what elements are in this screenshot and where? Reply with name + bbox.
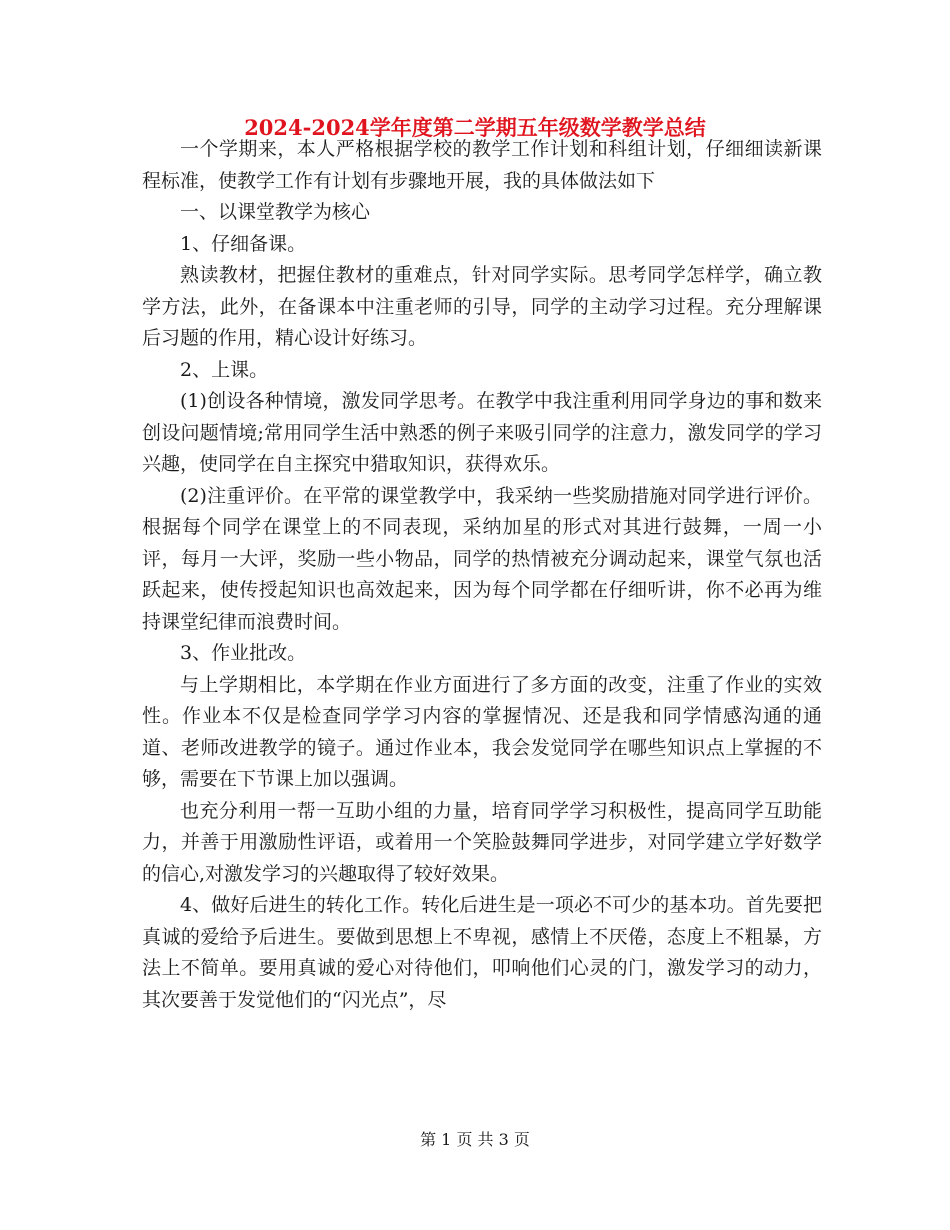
subheading-class: 2、上课。 bbox=[180, 358, 269, 381]
subheading-homework: 3、作业批改。 bbox=[180, 642, 307, 664]
page-number-footer: 第 1 页 共 3 页 bbox=[420, 1130, 530, 1149]
section-heading-classroom: 一、以课堂教学为核心 bbox=[180, 201, 371, 223]
paragraph-mutual-help: 也充分利用一帮一互助小组的力量，培育同学学习积极性，提高同学互助能力，并善于用激励性评语，或着用一个笑脸鼓舞同学进步，对同学建立学好数学的信心,对激发学习的兴趣取得了较好效果。 bbox=[142, 799, 822, 885]
document-title: 2024-2024学年度第二学期五年级数学教学总结 bbox=[244, 115, 706, 140]
paragraph-evaluation: (2)注重评价。在平常的课堂教学中，我采纳一些奖励措施对同学进行评价。根据每个同学在课堂上的不同表现，采纳加星的形式对其进行鼓舞，一周一小评，每月一大评，奖励一些小物品，同学的热情被充分调动起来，课堂气氛也活跃起来，使传授起知识也高效起来，因为每个同学都在仔细听讲，你不必再为维持课堂纪律而浪费时间。 bbox=[142, 484, 822, 633]
subheading-preparation: 1、仔细备课。 bbox=[180, 232, 307, 255]
paragraph-preparation: 熟读教材，把握住教材的重难点，针对同学实际。思考同学怎样学，确立教学方法，此外，在备课本中注重老师的引导，同学的主动学习过程。充分理解课后习题的作用，精心设计好练习。 bbox=[142, 264, 822, 349]
paragraph-intro: 一个学期来，本人严格根据学校的教学工作计划和科组计划，仔细细读新课程标准，使教学工作有计划有步骤地开展，我的具体做法如下 bbox=[142, 138, 822, 192]
paragraph-situations: (1)创设各种情境，激发同学思考。在教学中我注重利用同学身边的事和数来创设问题情境;常用同学生活中熟悉的例子来吸引同学的注意力，激发同学的学习兴趣，使同学在自主探究中猎取知识，获得欢乐。 bbox=[142, 390, 822, 475]
paragraph-struggling-students: 4、做好后进生的转化工作。转化后进生是一项必不可少的基本功。首先要把真诚的爱给予后进生。要做到思想上不卑视，感情上不厌倦，态度上不粗暴，方法上不简单。要用真诚的爱心对待他们，叩响他们心灵的门，激发学习的动力，其次要善于发觉他们的“闪光点”，尽 bbox=[142, 894, 822, 1011]
document-body bbox=[142, 134, 822, 1016]
paragraph-homework: 与上学期相比，本学期在作业方面进行了多方面的改变，注重了作业的实效性。作业本不仅是检查同学学习内容的掌握情况、还是我和同学情感沟通的通道、老师改进教学的镜子。通过作业本，我会发觉同学在哪些知识点上掌握的不够，需要在下节课上加以强调。 bbox=[142, 673, 822, 790]
